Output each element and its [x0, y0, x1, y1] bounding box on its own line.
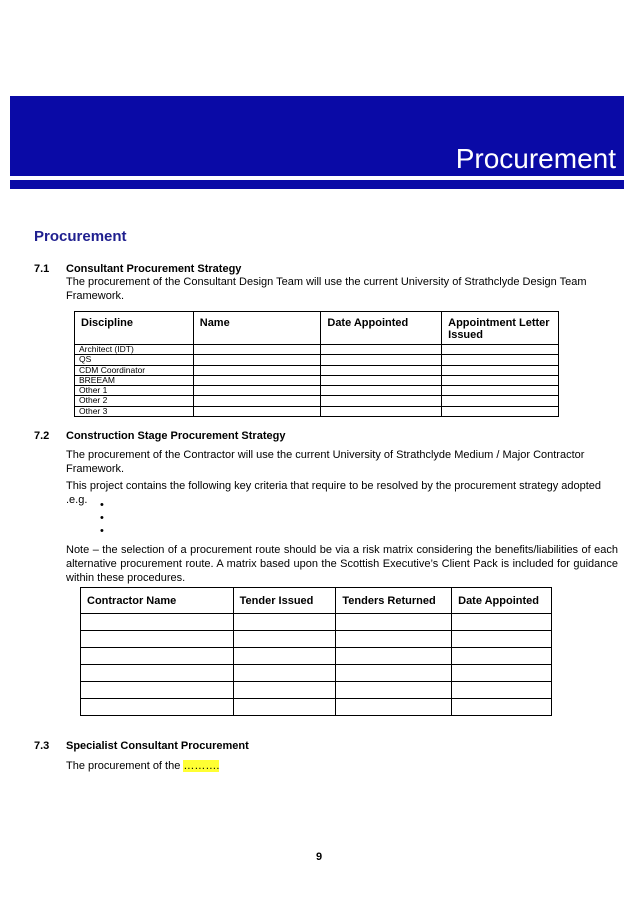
section-number-7-2: 7.2 [34, 430, 50, 442]
section-title-7-1: Consultant Procurement Strategy [66, 263, 242, 275]
name-cell[interactable] [193, 365, 321, 375]
table-cell[interactable] [233, 682, 336, 699]
contractor-table [80, 587, 552, 716]
name-cell[interactable] [193, 375, 321, 385]
column-header: Name [193, 312, 321, 345]
section-number-7-1: 7.1 [34, 263, 50, 275]
column-header: Appointment Letter Issued [442, 312, 559, 345]
section-text-7-2-a: The procurement of the Contractor will use the current University of Strathclyde Medium / Major Contractor Framework. [66, 449, 585, 475]
table-cell[interactable] [81, 665, 234, 682]
consultant-table [74, 311, 559, 417]
table-cell[interactable] [233, 614, 336, 631]
table-cell[interactable] [336, 631, 452, 648]
table-row [81, 665, 552, 682]
table-cell[interactable] [81, 682, 234, 699]
letter-cell[interactable] [442, 396, 559, 406]
page-heading: Procurement [34, 228, 127, 245]
discipline-cell: Other 3 [75, 406, 194, 416]
section-text-7-1: The procurement of the Consultant Design Team will use the current University of Strathclyde Design Team Framework. [66, 276, 587, 302]
letter-cell[interactable] [442, 365, 559, 375]
table-row [75, 345, 559, 355]
date-cell[interactable] [321, 365, 442, 375]
table-row [75, 375, 559, 385]
name-cell[interactable] [193, 386, 321, 396]
table-row [75, 386, 559, 396]
table-cell[interactable] [452, 665, 552, 682]
table-row [75, 355, 559, 365]
table-row [75, 365, 559, 375]
section-title-7-2: Construction Stage Procurement Strategy [66, 430, 286, 442]
table-cell[interactable] [452, 614, 552, 631]
table-cell[interactable] [452, 699, 552, 716]
table-cell[interactable] [233, 699, 336, 716]
table-row [81, 648, 552, 665]
date-cell[interactable] [321, 355, 442, 365]
bullet-list [100, 499, 104, 538]
table-cell[interactable] [81, 648, 234, 665]
name-cell[interactable] [193, 355, 321, 365]
section-text-7-2-b: This project contains the following key criteria that require to be resolved by the procurement strategy adopted .e.g. [66, 480, 602, 506]
letter-cell[interactable] [442, 375, 559, 385]
table-header-row [75, 312, 559, 345]
table-row [75, 406, 559, 416]
letter-cell[interactable] [442, 345, 559, 355]
letter-cell[interactable] [442, 355, 559, 365]
date-cell[interactable] [321, 386, 442, 396]
list-item: • [100, 525, 104, 537]
header-rule [10, 180, 624, 189]
discipline-cell: Architect (IDT) [75, 345, 194, 355]
letter-cell[interactable] [442, 386, 559, 396]
table-cell[interactable] [336, 665, 452, 682]
column-header: Contractor Name [81, 588, 234, 614]
column-header: Tender Issued [233, 588, 336, 614]
date-cell[interactable] [321, 375, 442, 385]
date-cell[interactable] [321, 396, 442, 406]
procurement-note: Note – the selection of a procurement route should be via a risk matrix considering the benefits/liabilities of each alternative procurement route. A matrix based upon the Scottish Executive’s Client Pack is included for guidance within these procedures. [66, 544, 618, 584]
highlighted-placeholder: ………. [183, 760, 220, 772]
section-text-7-3 [66, 759, 618, 773]
column-header: Discipline [75, 312, 194, 345]
table-cell[interactable] [233, 665, 336, 682]
table-cell[interactable] [336, 699, 452, 716]
column-header: Date Appointed [452, 588, 552, 614]
table-cell[interactable] [81, 631, 234, 648]
discipline-cell: QS [75, 355, 194, 365]
name-cell[interactable] [193, 396, 321, 406]
table-cell[interactable] [336, 614, 452, 631]
discipline-cell: BREEAM [75, 375, 194, 385]
name-cell[interactable] [193, 406, 321, 416]
discipline-cell: CDM Coordinator [75, 365, 194, 375]
section-title-7-3: Specialist Consultant Procurement [66, 740, 249, 752]
date-cell[interactable] [321, 406, 442, 416]
table-header-row [81, 588, 552, 614]
list-item: • [100, 499, 104, 511]
column-header: Tenders Returned [336, 588, 452, 614]
table-cell[interactable] [81, 699, 234, 716]
page-number: 9 [315, 851, 323, 863]
table-cell[interactable] [336, 648, 452, 665]
header-banner [10, 96, 624, 176]
discipline-cell: Other 2 [75, 396, 194, 406]
discipline-cell: Other 1 [75, 386, 194, 396]
section-number-7-3: 7.3 [34, 740, 50, 752]
table-cell[interactable] [233, 648, 336, 665]
table-cell[interactable] [81, 614, 234, 631]
table-row [81, 614, 552, 631]
letter-cell[interactable] [442, 406, 559, 416]
table-cell[interactable] [452, 631, 552, 648]
section-text-7-3-lead: The procurement of the [66, 760, 184, 772]
table-cell[interactable] [336, 682, 452, 699]
column-header: Date Appointed [321, 312, 442, 345]
date-cell[interactable] [321, 345, 442, 355]
table-row [81, 682, 552, 699]
list-item: • [100, 512, 104, 524]
table-row [75, 396, 559, 406]
banner-title: Procurement [455, 143, 616, 174]
name-cell[interactable] [193, 345, 321, 355]
table-cell[interactable] [452, 648, 552, 665]
table-row [81, 631, 552, 648]
table-row [81, 699, 552, 716]
table-cell[interactable] [452, 682, 552, 699]
table-cell[interactable] [233, 631, 336, 648]
